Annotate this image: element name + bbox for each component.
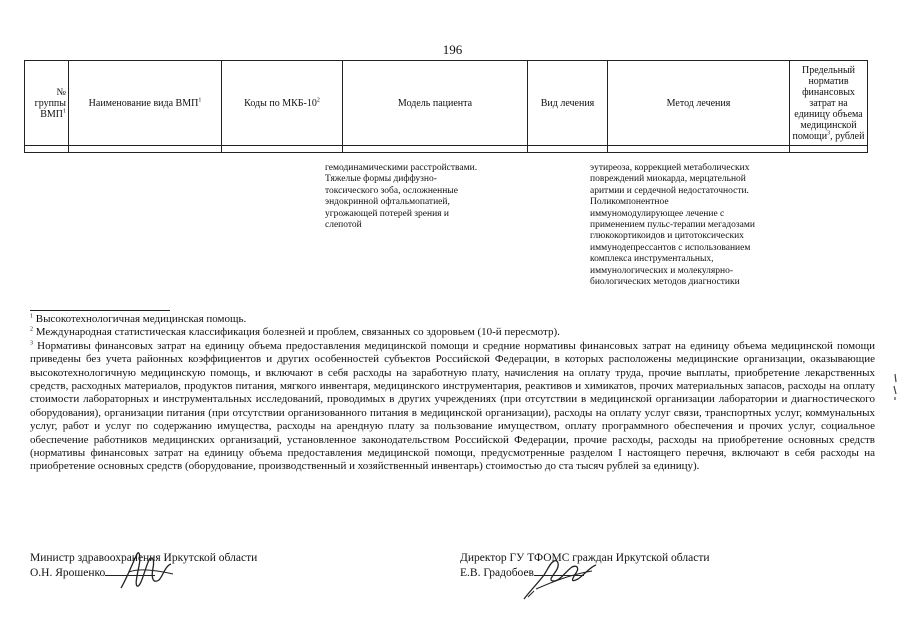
continuation-patient-model: гемодинамическими расстройствами. Тяжелые формы диффузно- токсического зоба, осложненные эндокринной офтальмопатией, угрожающей потерей зрения и слепотой: [325, 163, 478, 231]
header-patient-model: Модель пациента: [343, 61, 528, 146]
handwritten-signature-director: [520, 553, 600, 603]
header-treatment-type: Вид лечения: [528, 61, 608, 146]
footnote-divider: [30, 310, 170, 311]
footnotes: [30, 313, 875, 474]
vmp-table-header: [24, 60, 868, 153]
footnote-1: $^1$ Высокотехнологичная медицинская помощь.: [30, 313, 247, 325]
signer-title-director: Директор ГУ ТФОМС граждан Иркутской области: [460, 552, 710, 564]
signer-title-minister: Министр здравоохранения Иркутской области: [30, 552, 258, 564]
header-mkb-codes: Коды по МКБ-$10^2$: [222, 61, 343, 146]
footnote-3: $^3$ Нормативы финансовых затрат на единицу объема предоставления медицинской помощи и средние нормативы финансовых затрат на единицу объема медицинской помощи приведены без учета районных коэффициентов и других особенностей субъектов Российской Федерации, в которых расположены медицинские организации, оказывающие высокотехнологичную медицинскую помощь, и включают в себя расходы на заработную плату, начисления на оплату труда, прочие выплаты, приобретение лекарственных средств, расходных материалов, продуктов питания, мягкого инвентаря, медицинского инструментария, реактивов и химикатов, прочих материальных запасов, расходы на оплату стоимости лабораторных и инструментальных исследований, проводимых в других учреждениях (при отсутствии в медицинской организации лаборатории и диагностического оборудования), организации питания (при отсутствии организованного питания в медицинской организации), расходы на оплату услуг связи, транспортных услуг, коммунальных услуг, работ и услуг по содержанию имущества, расходы на арендную плату за пользование имуществом, оплату программного обеспечения и прочих услуг, социальное обеспечение работников медицинских организаций, установленное законодательством Российской Федерации, прочие расходы, расходы на приобретение основных средств (нормативы финансовых затрат на единицу объема предоставления медицинской помощи, предусмотренные разделом I настоящего перечня, включают в себя расходы на приобретение основных средств (оборудование, производственный и хозяйственный инвентарь) стоимостью до ста тысяч рублей за единицу).: [30, 339, 876, 473]
page-number: 196: [442, 42, 463, 57]
continuation-treatment-method: эутиреоза, коррекцией метаболических повреждений миокарда, мерцательной аритмии и сердечной недостаточности. Поликомпонентное иммуномодулирующее лечение с применением пульс-терапии мегадозами глюкокортикоидов и цитотоксических иммунодепрессантов с использованием комплекса инструментальных, иммунологических и молекулярно- биологических методов диагностики: [590, 163, 755, 288]
scan-edge-mark: [893, 372, 898, 402]
header-group-number: № группы ВМП$^1$: [25, 61, 69, 146]
header-treatment-method: Метод лечения: [608, 61, 790, 146]
signer-name-minister: О.Н. Ярошенко: [30, 565, 257, 580]
header-vmp-name: Наименование вида ВМП$^1$: [69, 61, 222, 146]
signer-name-director: Е.В. Градобоев: [460, 565, 710, 580]
handwritten-signature-minister: [115, 548, 185, 593]
footnote-2: $^2$ Международная статистическая классификация болезней и проблем, связанных со здоровьем (10-й пересмотр).: [30, 326, 560, 339]
table-body-strip: [25, 146, 868, 153]
header-cost-norm: Предельный норматив финансовых затрат на единицу объема медицинской помощи$^3$, рублей: [790, 61, 868, 146]
